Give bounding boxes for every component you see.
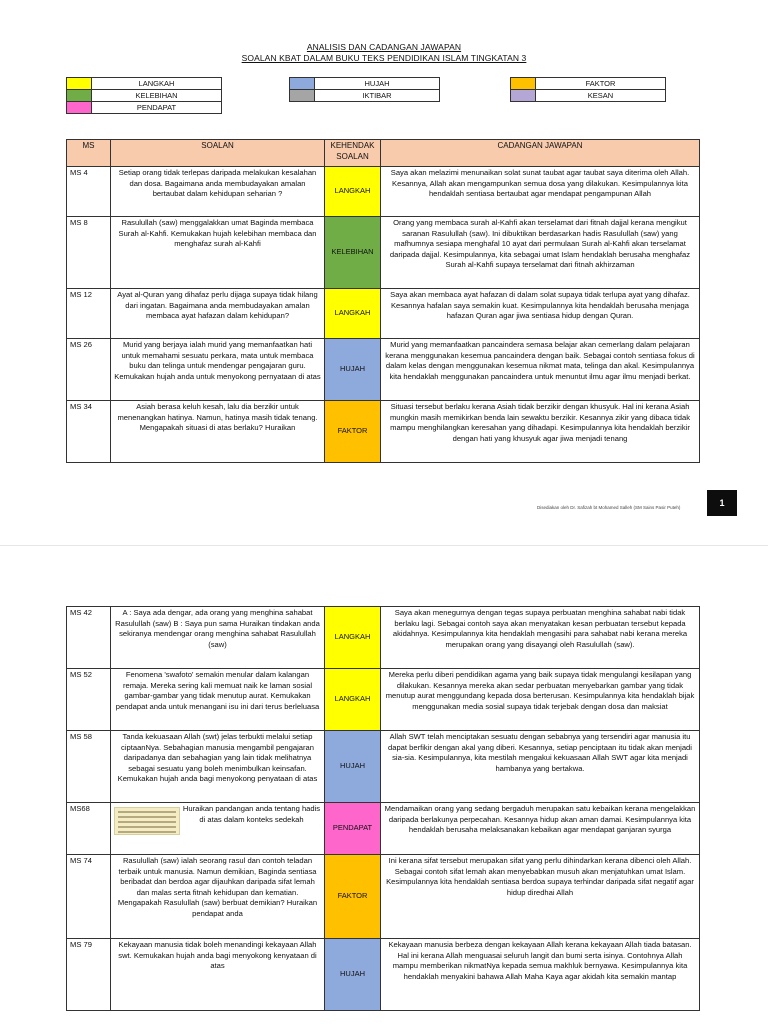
cell-soalan bbox=[111, 803, 325, 855]
cell-jawapan: Mereka perlu diberi pendidikan agama yang baik supaya tidak mengulangi kesilapan yang dilakukan. Kesannya mereka akan sedar perbuatan menyebarkan gambar yang tidak menutup aurat menggundang kepada dosa berterusan. Kesimpulannya kita hendaklah bijak menggunakan media sosial supaya tidak terjebak dengan dosa dan maksiat bbox=[381, 669, 700, 731]
header-soalan: SOALAN bbox=[111, 140, 325, 167]
legend-col1 bbox=[66, 77, 222, 114]
cell-soalan: Ayat al-Quran yang dihafaz perlu dijaga supaya tidak hilang dari ingatan. Bagaimana anda membudayakan amalan membaca ayat hafazan dalam kehidupan? bbox=[111, 289, 325, 339]
cell-kehendak: HUJAH bbox=[325, 939, 381, 1011]
cell-kehendak: LANGKAH bbox=[325, 167, 381, 217]
cell-ms: MS 12 bbox=[67, 289, 111, 339]
cell-ms: MS 4 bbox=[67, 167, 111, 217]
footer-credit: Disediakan oleh Dr. Safizah bt Mohamed Salleh (SM Sains Pasir Puteh) bbox=[537, 505, 681, 510]
cell-kehendak: HUJAH bbox=[325, 731, 381, 803]
cell-ms: MS 42 bbox=[67, 607, 111, 669]
table-row bbox=[67, 803, 700, 855]
legend-swatch-hujah bbox=[290, 78, 315, 90]
cell-jawapan: Allah SWT telah menciptakan sesuatu dengan sebabnya yang tersendiri agar manusia itu dapat berfikir dengan akal yang diberi. Kesannya, setiap penciptaan itu tidak akan menjadi sia-sia. Kesimpulannya, kita mestilah mengakui kekuasaan Allah SWT agar kita menjadi hambanya yang bertakwa. bbox=[381, 731, 700, 803]
cell-ms: MS 34 bbox=[67, 401, 111, 463]
cell-soalan-text: Huraikan pandangan anda tentang hadis di atas dalam konteks sedekah bbox=[182, 804, 321, 824]
legend-swatch-iktibar bbox=[290, 90, 315, 102]
cell-kehendak: FAKTOR bbox=[325, 855, 381, 939]
cell-kehendak: LANGKAH bbox=[325, 607, 381, 669]
page-2 bbox=[0, 586, 768, 1024]
legend-swatch-kelebihan bbox=[67, 90, 92, 102]
table-row bbox=[67, 217, 700, 289]
table-row bbox=[67, 731, 700, 803]
doc-title-line1: ANALISIS DAN CADANGAN JAWAPAN bbox=[306, 42, 462, 52]
legend-col2 bbox=[289, 77, 440, 102]
cell-soalan: Fenomena 'swafoto' semakin menular dalam kalangan remaja. Mereka sering kali memuat naik ke laman sosial gambar-gambar yang tidak menutup aurat. Kemukakan pendapat anda untuk menangani isu ini dari terus berleluasa bbox=[111, 669, 325, 731]
cell-kehendak: FAKTOR bbox=[325, 401, 381, 463]
table-row bbox=[67, 289, 700, 339]
page-number: 1 bbox=[707, 490, 737, 516]
cell-soalan: Murid yang berjaya ialah murid yang memanfaatkan hati untuk memahami sesuatu perkara, mata untuk membaca buku dan telinga untuk mendengar pengajaran guru. Kemukakan hujah anda untuk menyokong pernyataan di atas bbox=[111, 339, 325, 401]
table-row bbox=[67, 939, 700, 1011]
legend-iktibar: IKTIBAR bbox=[315, 90, 440, 102]
cell-soalan: Setiap orang tidak terlepas daripada melakukan kesalahan dan dosa. Bagaimana anda membudayakan amalan bertaubat dalam kehidupan seharian ? bbox=[111, 167, 325, 217]
legend-swatch-kesan bbox=[511, 90, 536, 102]
header-cadangan: CADANGAN JAWAPAN bbox=[381, 140, 700, 167]
cell-jawapan: Ini kerana sifat tersebut merupakan sifat yang perlu dihindarkan kerana dibenci oleh Allah. Sebagai contoh sifat lemah akan menyebabkan musuh akan menjatuhkan umat Islam. Kesimpulannya kita hendaklah sentiasa berdoa supaya terhindar daripada sifat negatif agar hidup diredhai Allah bbox=[381, 855, 700, 939]
legend-swatch-langkah bbox=[67, 78, 92, 90]
cell-soalan: Asiah berasa keluh kesah, lalu dia berzikir untuk menenangkan hatinya. Namun, hatinya masih tidak tenang. Mengapakah situasi di atas berlaku? Huraikan bbox=[111, 401, 325, 463]
hadith-arabic-image bbox=[114, 807, 180, 835]
cell-kehendak: PENDAPAT bbox=[325, 803, 381, 855]
table-row bbox=[67, 855, 700, 939]
header-ms: MS bbox=[67, 140, 111, 167]
cell-jawapan: Mendamaikan orang yang sedang bergaduh merupakan satu kebaikan kerana mengelakkan daripada berlakunya perpecahan. Kesannya hidup akan aman damai. Kesimpulannya kita hendaklah berusaha melaksanakan kebaikan agar mendapat ganjaran syurga bbox=[381, 803, 700, 855]
cell-kehendak: LANGKAH bbox=[325, 289, 381, 339]
table-row bbox=[67, 607, 700, 669]
cell-kehendak: HUJAH bbox=[325, 339, 381, 401]
cell-jawapan: Orang yang membaca surah al-Kahfi akan terselamat dari fitnah dajjal kerana mengikut saranan Rasulullah (saw). Ini dibuktikan berdasarkan hadis Rasulullah (saw) yang mafhumnya sesiapa menghafal 10 ayat dari permulaan Surah al-Kahfi akan terselamat daripada dajjal. Kesimpulannya, kita sebagai umat Islam hendaklah berusaha menghafaz Surah al-Kahfi supaya terselamat dari fitnah akhirzaman bbox=[381, 217, 700, 289]
table-row bbox=[67, 339, 700, 401]
legend-swatch-faktor bbox=[511, 78, 536, 90]
cell-soalan: Rasulullah (saw) ialah seorang rasul dan contoh teladan terbaik untuk manusia. Namun demikian, Baginda sentiasa beribadat dan berdoa agar dijauhkan daripada sifat lemah dan malas serta fitnah kehidupan dan kematian. Mengapakah Rasulullah (saw) berbuat demikian? Huraikan pendapat anda bbox=[111, 855, 325, 939]
cell-ms: MS 74 bbox=[67, 855, 111, 939]
cell-kehendak: KELEBIHAN bbox=[325, 217, 381, 289]
cell-kehendak: LANGKAH bbox=[325, 669, 381, 731]
cell-soalan: Kekayaan manusia tidak boleh menandingi kekayaan Allah swt. Kemukakan hujah anda bagi menyokong kenyataan di atas bbox=[111, 939, 325, 1011]
table-row bbox=[67, 669, 700, 731]
cell-jawapan: Situasi tersebut berlaku kerana Asiah tidak berzikir dengan khusyuk. Hal ini kerana Asiah mungkin masih memikirkan benda lain sewaktu berzikir. Kesannya zikir yang dibaca tidak mampu menghilangkan keresahan yang dihadapi. Kesimpulannya kita hendaklah berzikir dengan hati yang khusyuk agar jiwa menjadi tenang bbox=[381, 401, 700, 463]
cell-ms: MS 8 bbox=[67, 217, 111, 289]
legend-kesan: KESAN bbox=[536, 90, 666, 102]
legend-kelebihan: KELEBIHAN bbox=[92, 90, 222, 102]
page-gap bbox=[0, 545, 768, 586]
cell-ms: MS 79 bbox=[67, 939, 111, 1011]
cell-ms: MS 52 bbox=[67, 669, 111, 731]
legend-hujah: HUJAH bbox=[315, 78, 440, 90]
kbat-table-page2 bbox=[66, 606, 700, 1011]
cell-soalan: A : Saya ada dengar, ada orang yang menghina sahabat Rasulullah (saw) B : Saya pun sama Huraikan tindakan anda sekiranya mendengar orang menghina sahabat Rasulullah (saw) bbox=[111, 607, 325, 669]
doc-title-line2: SOALAN KBAT DALAM BUKU TEKS PENDIDIKAN ISLAM TINGKATAN 3 bbox=[241, 53, 527, 63]
cell-ms: MS 58 bbox=[67, 731, 111, 803]
legend-swatch-pendapat bbox=[67, 102, 92, 114]
cell-ms: MS 26 bbox=[67, 339, 111, 401]
cell-jawapan: Saya akan menegurnya dengan tegas supaya perbuatan menghina sahabat nabi tidak berlaku lagi. Sebagai contoh saya akan menyatakan kesan perbuatan tersebut kepada akidahnya. Kesimpulannya kita hendaklah mengasihi para sahabat nabi kerana mereka merupakan orang yang disayangi oleh Rasulullah (saw). bbox=[381, 607, 700, 669]
table-header-row bbox=[67, 140, 700, 167]
cell-jawapan: Saya akan membaca ayat hafazan di dalam solat supaya tidak terlupa ayat yang dihafaz. Kesannya hafalan saya semakin kuat. Kesimpulannya kita hendaklah berusaha menjaga hafazan Quran agar jiwa sentiasa hidup dengan Quran. bbox=[381, 289, 700, 339]
cell-soalan: Rasulullah (saw) menggalakkan umat Baginda membaca Surah al-Kahfi. Kemukakan hujah kelebihan membaca dan menghafaz surah al-Kahfi bbox=[111, 217, 325, 289]
legend-langkah: LANGKAH bbox=[92, 78, 222, 90]
cell-soalan: Tanda kekuasaan Allah (swt) jelas terbukti melalui setiap ciptaanNya. Sebahagian manusia mengambil pengajaran daripadanya dan sebahagian yang lain tidak melihatnya sebagai sesuatu yang boleh menimbulkan keinsafan. Kemukakan hujah anda bagi menyokong penyataan di atas bbox=[111, 731, 325, 803]
legend-faktor: FAKTOR bbox=[536, 78, 666, 90]
kbat-table-page1 bbox=[66, 139, 700, 463]
legend-pendapat: PENDAPAT bbox=[92, 102, 222, 114]
cell-jawapan: Murid yang memanfaatkan pancaindera semasa belajar akan cemerlang dalam pelajaran kerana menggunakan kesemua pancaindera dengan baik. Sebagai contoh sentiasa fokus di dalam kelas dengan menggunakan kesemua nikmat mata, telinga dan akal. Kesimpulannya kita hendaklah menggunakan pancaindera untuk menuntut ilmu agar ilmu menjadi berkat. bbox=[381, 339, 700, 401]
cell-jawapan: Saya akan melazimi menunaikan solat sunat taubat agar taubat saya diterima oleh Allah. Kesannya, Allah akan mengampunkan semua dosa yang dilakukan. Kesimpulannya kita hendaklah sentiasa bertaubat agar mendapat pengampunan Allah bbox=[381, 167, 700, 217]
legend-col3 bbox=[510, 77, 666, 102]
table-row bbox=[67, 167, 700, 217]
cell-ms: MS68 bbox=[67, 803, 111, 855]
table-row bbox=[67, 401, 700, 463]
cell-jawapan: Kekayaan manusia berbeza dengan kekayaan Allah kerana kekayaan Allah tiada batasan. Hal ini kerana Allah menguasai seluruh langit dan bumi serta isinya. Contohnya Allah mampu memberikan nikmatNya kepada semua makhluk bernyawa. Kesimpulannya kita hendaklah menyakini bahawa Allah Maha Kaya agar akidah kita semakin mantap bbox=[381, 939, 700, 1011]
header-kehendak: KEHENDAK SOALAN bbox=[325, 140, 381, 167]
